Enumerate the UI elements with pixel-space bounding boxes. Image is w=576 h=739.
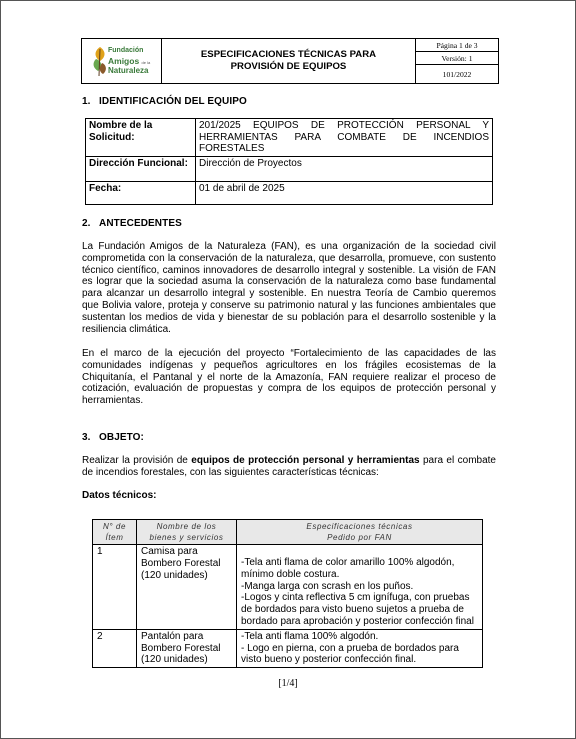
section-2-heading: 2. ANTECEDENTES — [82, 218, 182, 229]
document-title: ESPECIFICACIONES TÉCNICAS PARA PROVISIÓN DE EQUIPOS — [162, 39, 416, 83]
item-number: 1 — [93, 545, 137, 630]
row-value: 01 de abril de 2025 — [196, 181, 493, 204]
item-name: Camisa para Bombero Forestal (120 unidades) — [137, 545, 237, 630]
leaf-logo-icon — [91, 45, 109, 77]
logo-text-1: Fundación — [108, 47, 144, 54]
item-number: 2 — [93, 629, 137, 667]
technical-data-table — [92, 519, 483, 668]
datos-tecnicos-label: Datos técnicos: — [82, 490, 157, 501]
row-label: Dirección Funcional: — [86, 156, 196, 181]
antecedentes-paragraph-2: En el marco de la ejecución del proyecto “Fortalecimiento de las capacidades de las comunidades indígenas y pequeños agricultores en los frágiles ecosistemas de la Chiquitanía, el Pantanal y el norte de la Amazonía, FAN requiere realizar el proceso de cotización, evaluación de propuestas y compra de los equipos de protección personal y herramientas. — [82, 348, 496, 407]
row-label: Nombre de la Solicitud: — [86, 119, 196, 157]
logo-text-2: Amigos de la — [108, 56, 151, 66]
col-header-spec: Especificaciones técnicas Pedido por FAN — [237, 520, 483, 545]
row-value: 201/2025 EQUIPOS DE PROTECCIÓN PERSONAL Y HERRAMIENTAS PARA COMBATE DE INCENDIOS FORESTALES — [196, 119, 493, 157]
antecedentes-paragraph-1: La Fundación Amigos de la Naturaleza (FAN), es una organización de la sociedad civil comprometida con la conservación de la naturaleza, que desarrolla, promueve, con sustento técnico científico, caminos innovadores de desarrollo integral y sostenible. La visión de FAN es lograr que la sociedad asuma la conservación de la naturaleza como base fundamental para alcanzar un desarrollo integral y sostenible. En nuestra Teoría de Cambio queremos que Bolivia valore, proteja y conserve su patrimonio natural y las funciones ambientales que sustentan los medios de vida y bienestar de su población para el desarrollo sostenible y la resiliencia climática. — [82, 241, 496, 335]
fan-logo — [82, 39, 162, 83]
item-name: Pantalón para Bombero Forestal (120 unidades) — [137, 629, 237, 667]
row-value: Dirección de Proyectos — [196, 156, 493, 181]
table-row — [93, 545, 483, 630]
table-row — [86, 156, 493, 181]
logo-text-3: Naturaleza — [108, 66, 149, 75]
section-3-heading: 3. OBJETO: — [82, 432, 144, 443]
document-code: 101/2022 — [442, 69, 472, 79]
page-marker: [1/4] — [278, 678, 298, 689]
item-spec: -Tela anti flama 100% algodón. - Logo en pierna, con a prueba de bordados para visto bueno y posterior confección final. — [237, 629, 483, 667]
document-header — [81, 38, 499, 84]
table-row — [86, 119, 493, 157]
section-1-heading: 1. IDENTIFICACIÓN DEL EQUIPO — [82, 96, 247, 107]
page-count: Página 1 de 3 — [416, 39, 498, 52]
identification-table — [85, 118, 493, 205]
col-header-name: Nombre de los bienes y servicios — [137, 520, 237, 545]
table-row — [86, 181, 493, 204]
col-header-item: N° de Ítem — [93, 520, 137, 545]
document-meta — [416, 39, 498, 83]
version: Versión: 1 — [416, 52, 498, 65]
table-row — [93, 629, 483, 667]
objeto-paragraph: Realizar la provisión de equipos de protección personal y herramientas para el combate de incendios forestales, con las siguientes características técnicas: — [82, 455, 496, 478]
row-label: Fecha: — [86, 181, 196, 204]
item-spec: -Tela anti flama de color amarillo 100% algodón, mínimo doble costura. -Manga larga con scrash en los puños. -Logos y cinta reflectiva 5 cm ignífuga, con pruebas de bordados para visto bueno sujetos a prueba de bordado para aprobación y posterior confección final — [237, 545, 483, 630]
table-header-row — [93, 520, 483, 545]
